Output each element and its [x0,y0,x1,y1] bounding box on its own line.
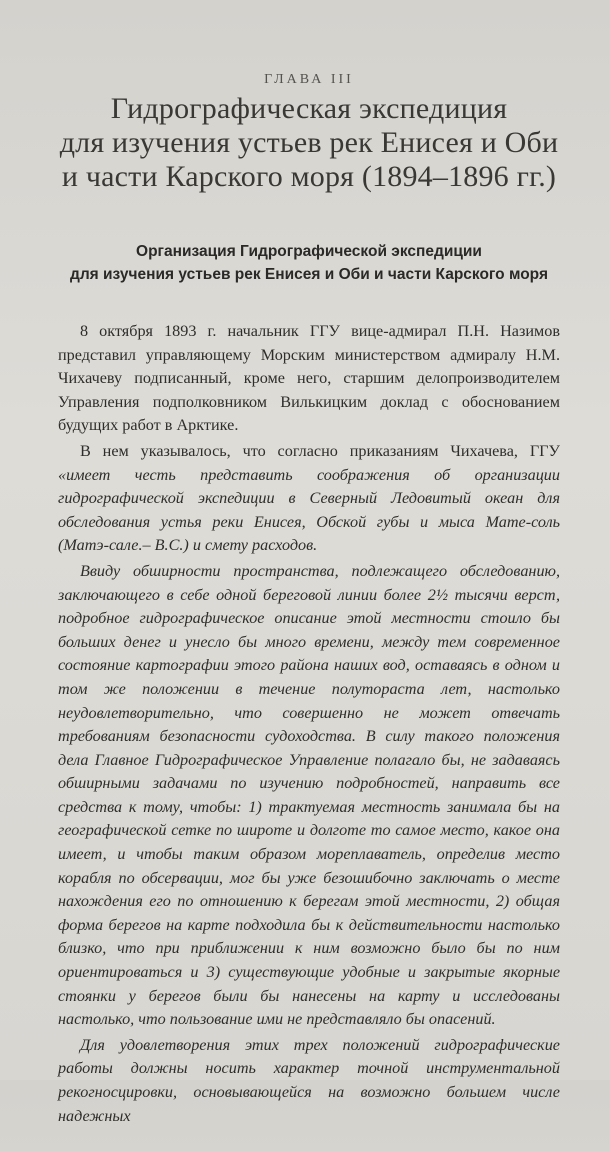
chapter-title [58,92,560,194]
paragraph-text: В нем указывалось, что согласно приказаниям Чихачева, ГГУ [80,441,560,460]
quoted-paragraph: Для удовлетворения этих трех положений гидрографические работы должны носить характер точной инструментальной рекогносцировки, основывающейся на возможно большем числе надежных [58,1035,560,1125]
chapter-title-line: Гидрографическая экспедиция [110,92,508,125]
book-page [0,72,610,1152]
paragraph: 8 октября 1893 г. начальник ГГУ вице-адмирал П.Н. Назимов представил управляющему Морским министерством адмиралу Н.М. Чихачеву подписанный, кроме него, старшим делопроизводителем Управления подполковником Вилькицким доклад с обоснованием будущих работ в Арктике. [58,322,560,435]
section-title-line: для изучения устьев рек Енисея и Оби и части Карского моря [69,266,548,283]
section-title [58,240,560,286]
paragraph [58,440,560,558]
body-text [58,320,560,1128]
quoted-text: «имеет честь представить соображения об организации гидрографической экспедиции в Северный Ледовитый океан для обследования устья реки Енисея, Обской губы и мыса Мате-соль (Матэ-сале.– В.С.) и смету расходов. [58,465,560,555]
chapter-title-line: для изучения устьев рек Енисея и Оби [59,126,559,159]
chapter-label: ГЛАВА III [264,72,354,87]
quoted-paragraph: Ввиду обширности пространства, подлежащего обследованию, заключающего в себе одной береговой линии более 2½ тысячи верст, подробное гидрографическое описание этой местности стоило бы больших денег и унесло бы много времени, между тем современное состояние картографии этого района наших вод, оставаясь в одном и том же положении в течение полутораста лет, настолько неудовлетворительно, что совершенно не может отвечать требованиям безопасности судоходства. В силу такого положения дела Главное Гидрографическое Управление полагало бы, не задаваясь обширными задачами по изучению подробностей, направить все средства к тому, чтобы: 1) трактуемая местность занимала бы на географической сетке по широте и долготе то самое место, какое она имеет, и чтобы таким образом мореплаватель, определив место корабля по обсервации, мог бы уже безошибочно заключать о месте нахождения его по отношению к берегам этой местности, 2) общая форма берегов на карте подходила бы к действительности настолько близко, что при приближении к ним возможно было бы по ним ориентироваться и 3) существующие удобные и закрытые якорные стоянки у берегов были бы нанесены на карту и исследованы настолько, что пользование ими не представляло бы опасений. [58,561,560,1029]
chapter-title-line: и части Карского моря (1894–1896 гг.) [61,160,557,193]
section-title-line: Организация Гидрографической экспедиции [136,243,482,260]
